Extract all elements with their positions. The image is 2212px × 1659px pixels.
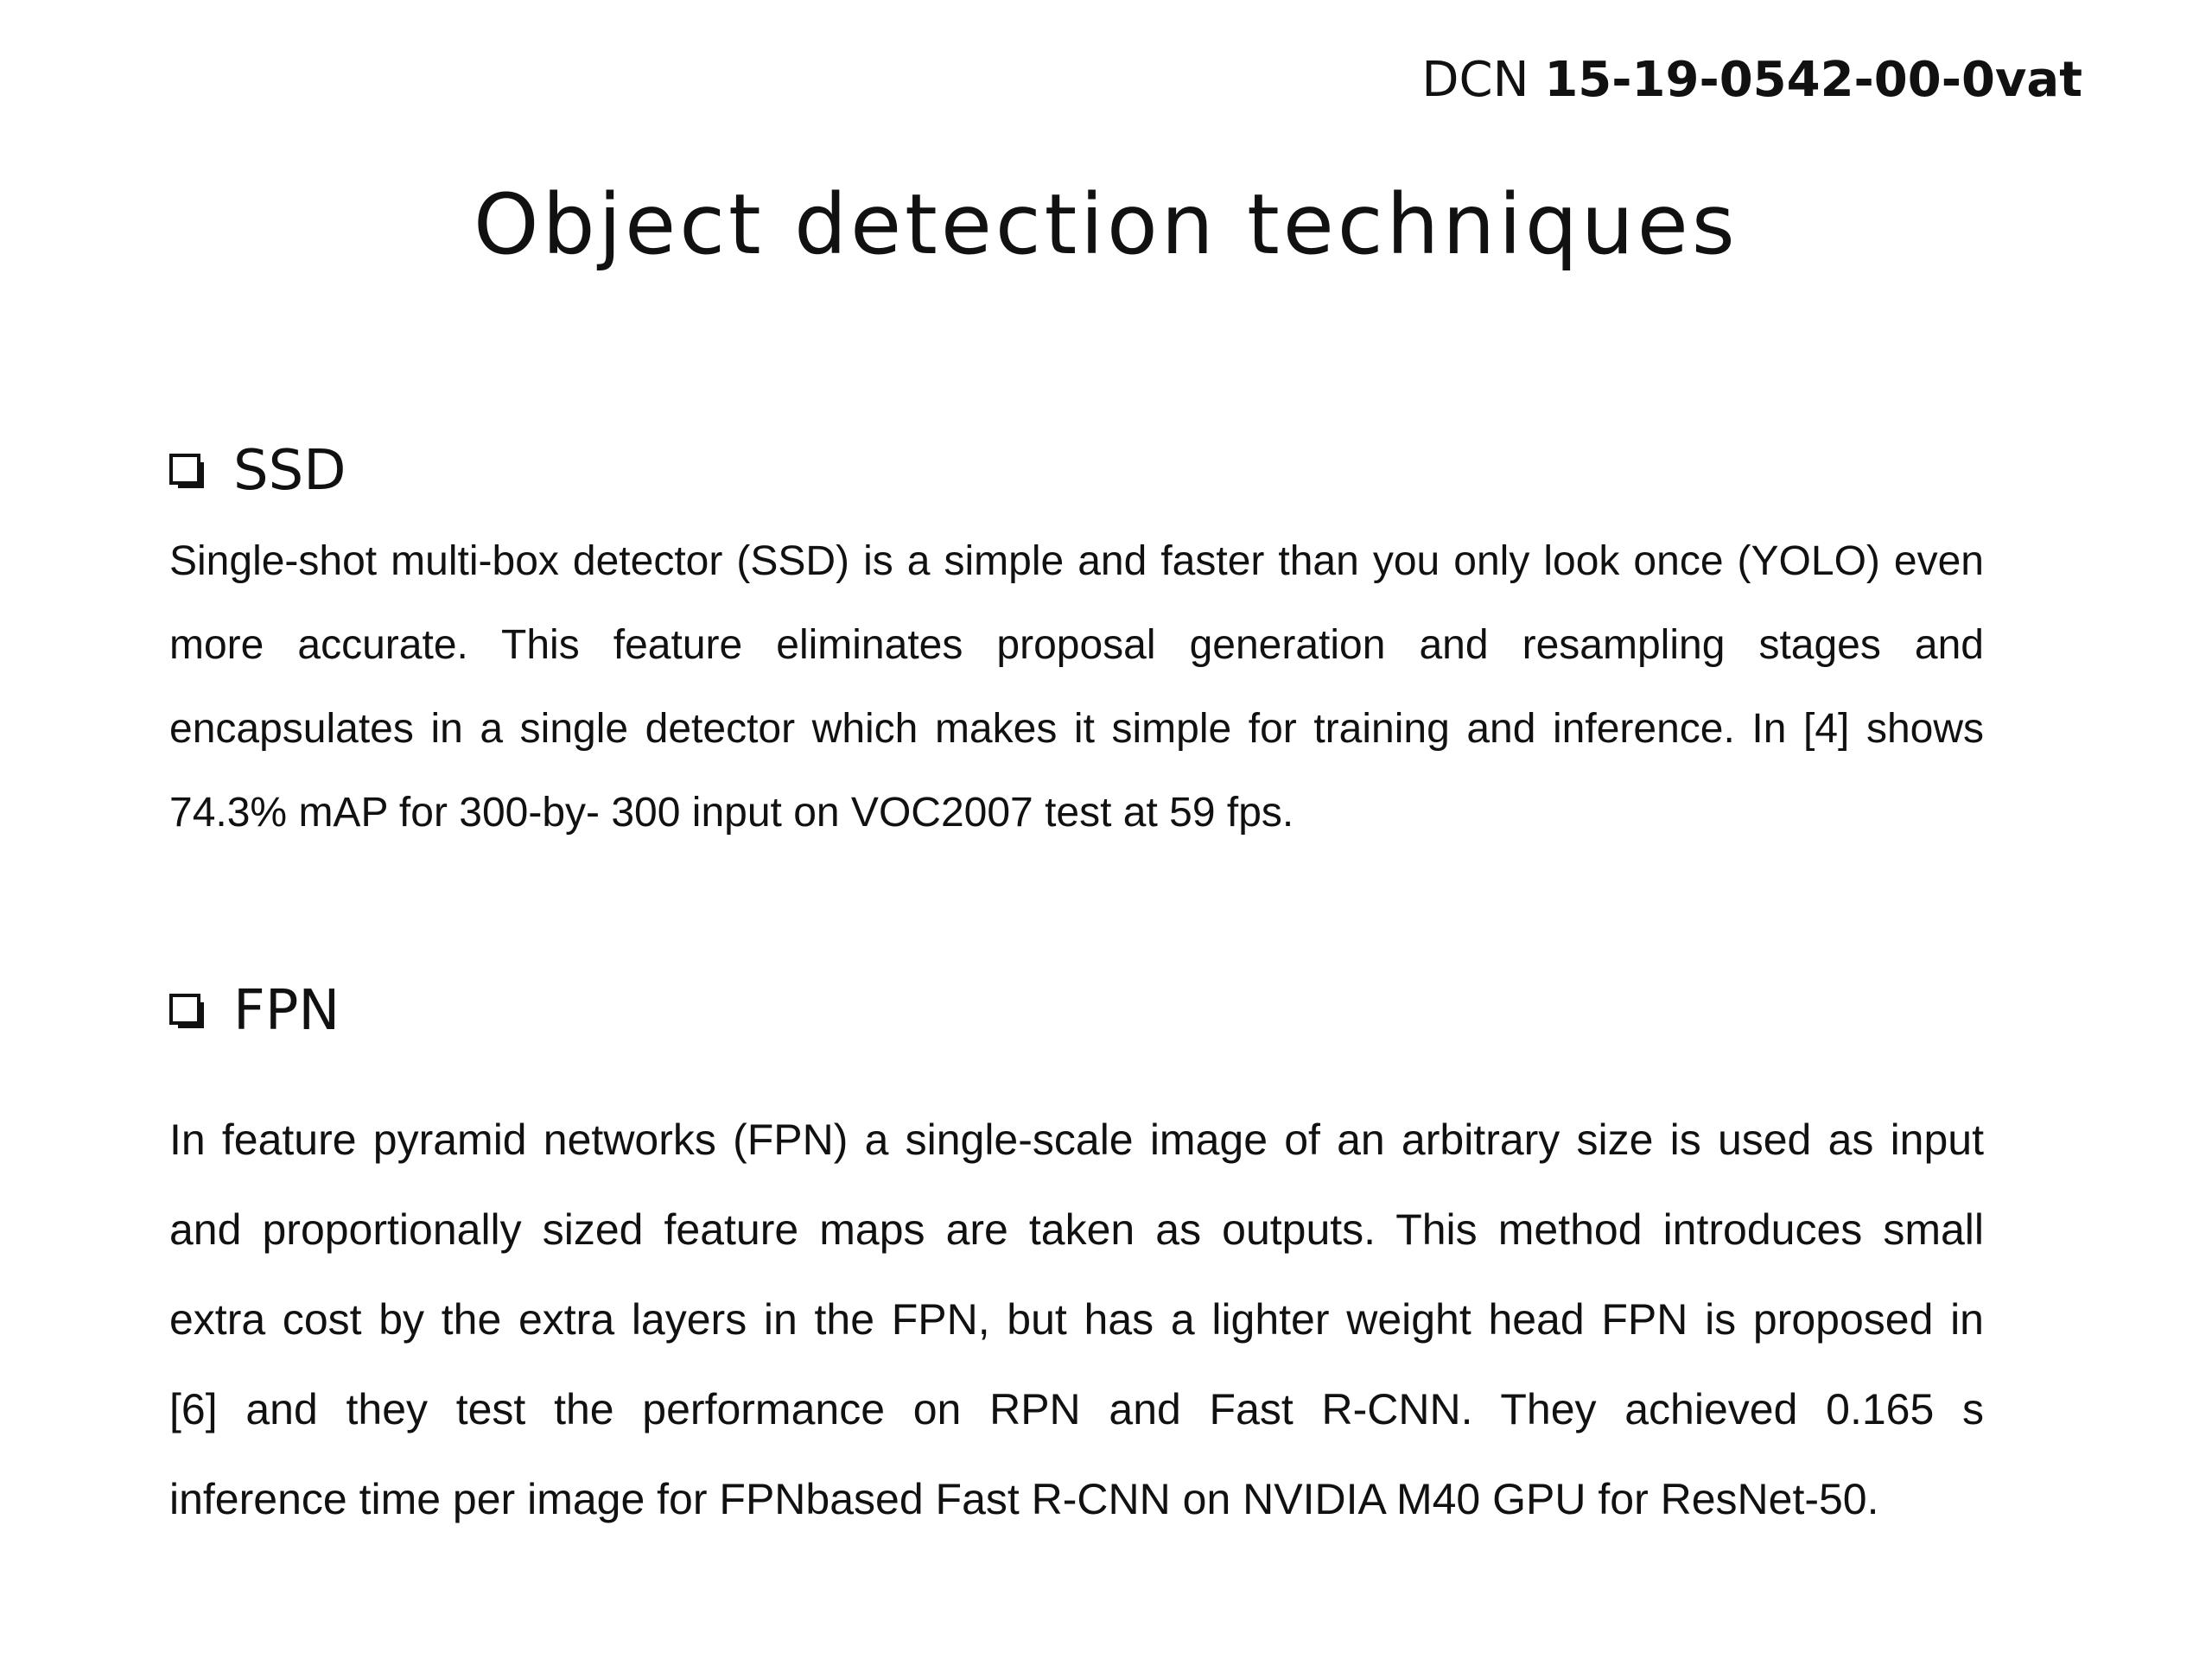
section-heading-label: SSD	[233, 439, 346, 503]
section-heading-ssd	[169, 436, 346, 505]
fpn-paragraph	[169, 1104, 1984, 1554]
section-heading-label: FPN	[233, 979, 340, 1043]
page-title: Object detection techniques	[474, 176, 1738, 273]
paragraph-line: 74.3% mAP for 300-by- 300 input on VOC2007 test at 59 fps.	[169, 790, 1294, 836]
paragraph-line: In feature pyramid networks (FPN) a single-scale image of an arbitrary size is used as input	[169, 1116, 1984, 1164]
dcn-number: 15-19-0542-00-0vat	[1544, 52, 2082, 108]
ssd-paragraph	[169, 527, 1984, 862]
paragraph-line: encapsulates in a single detector which makes it simple for training and inference. In [4] shows	[169, 706, 1984, 752]
paragraph-line: extra cost by the extra layers in the FPN, but has a lighter weight head FPN is proposed in	[169, 1295, 1984, 1344]
section-heading-fpn	[169, 976, 340, 1046]
paragraph-line: [6] and they test the performance on RPN and Fast R-CNN. They achieved 0.165 s	[169, 1385, 1984, 1433]
dcn-prefix: DCN	[1421, 52, 1529, 108]
paragraph-line: inference time per image for FPNbased Fast R-CNN on NVIDIA M40 GPU for ResNet-50.	[169, 1475, 1879, 1523]
checkbox-square-icon	[169, 454, 204, 488]
paragraph-line: more accurate. This feature eliminates proposal generation and resampling stages and	[169, 622, 1984, 668]
paragraph-line: and proportionally sized feature maps are taken as outputs. This method introduces small	[169, 1205, 1984, 1254]
document-control-number	[1421, 50, 2082, 111]
paragraph-line: Single-shot multi-box detector (SSD) is a simple and faster than you only look once (YOLO) even	[169, 538, 1984, 584]
checkbox-square-icon	[169, 994, 204, 1028]
